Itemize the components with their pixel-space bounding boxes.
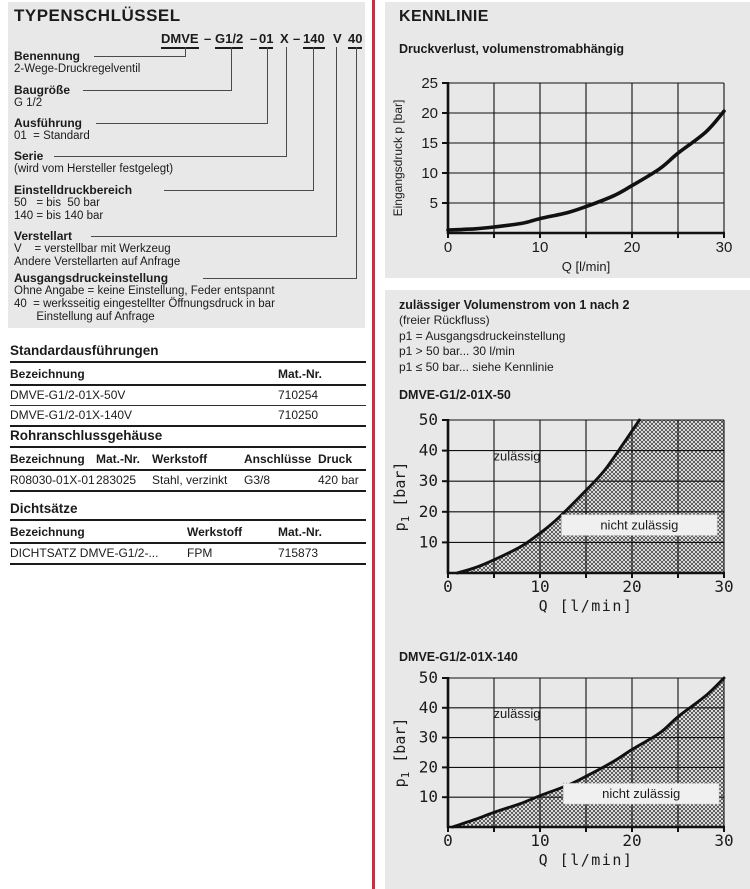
- table-header-cell: Anschlüsse: [244, 452, 312, 466]
- table-cell: DMVE-G1/2-01X-140V: [10, 408, 133, 422]
- table-cell: 710250: [278, 408, 319, 422]
- table-row: [10, 406, 366, 427]
- type-code-part: –: [293, 31, 301, 46]
- typen-entry: [14, 272, 359, 324]
- chart-region-label: zulässig: [493, 448, 541, 464]
- entry-label: Serie: [14, 149, 44, 163]
- table-header-cell: Mat.-Nr.: [96, 452, 141, 466]
- chart-region-label: nicht zulässig: [602, 786, 681, 802]
- svg-text:20: 20: [418, 757, 438, 777]
- notes-line: p1 > 50 bar... 30 l/min: [399, 344, 515, 358]
- table-header-row: [10, 450, 366, 471]
- table-cell: 715873: [278, 546, 319, 560]
- type-code-part: V: [333, 31, 342, 46]
- type-code-part: X: [280, 31, 289, 46]
- typen-entry: [14, 230, 359, 269]
- svg-text:5: 5: [429, 195, 438, 212]
- svg-text:20: 20: [623, 239, 641, 256]
- table-title: Rohranschlussgehäuse: [10, 428, 366, 448]
- chart-dmve-140-heading: DMVE-G1/2-01X-140: [399, 650, 518, 664]
- svg-text:10: 10: [530, 831, 550, 850]
- x-axis-label: Q [l/min]: [538, 851, 634, 869]
- table: [10, 428, 366, 492]
- table-header-cell: Mat.-Nr.: [278, 367, 323, 381]
- entry-line: 40 = werksseitig eingestellter Öffnungsdruck in bar: [14, 298, 275, 310]
- notes-line: p1 ≤ 50 bar... siehe Kennlinie: [399, 359, 554, 374]
- entry-line: 140 = bis 140 bar: [14, 210, 104, 222]
- table-cell: R08030-01X-01: [10, 473, 95, 487]
- entry-line: V = verstellbar mit Werkzeug: [14, 243, 171, 255]
- svg-text:30: 30: [715, 239, 733, 256]
- notes-line: (freier Rückfluss): [399, 313, 490, 327]
- svg-text:30: 30: [714, 577, 734, 596]
- svg-text:50: 50: [418, 668, 438, 687]
- svg-text:10: 10: [418, 532, 438, 552]
- svg-text:10: 10: [421, 165, 438, 182]
- entry-line: Andere Verstellarten auf Anfrage: [14, 256, 181, 268]
- x-axis-label: Q [l/min]: [561, 259, 611, 274]
- x-axis-label: Q [l/min]: [538, 597, 634, 615]
- svg-text:10: 10: [530, 577, 550, 596]
- entry-line: 2-Wege-Druckregelventil: [14, 63, 141, 75]
- typen-entry: [14, 50, 359, 76]
- table-cell: 710254: [278, 388, 319, 402]
- chart-dmve-50: [385, 405, 750, 627]
- svg-text:10: 10: [418, 787, 438, 807]
- table-cell: DMVE-G1/2-01X-50V: [10, 388, 126, 402]
- entry-line: G 1/2: [14, 97, 43, 109]
- type-code-part: 140: [303, 31, 325, 49]
- type-code-part: –: [250, 31, 258, 46]
- chart-region-label: zulässig: [493, 705, 541, 721]
- chart-region-label: nicht zulässig: [600, 517, 679, 533]
- type-code-part: 01: [259, 31, 273, 49]
- svg-text:0: 0: [443, 577, 453, 596]
- y-axis-label: $p_1$ [bar]: [391, 717, 412, 788]
- typen-entry: [14, 117, 359, 143]
- table-header-row: [10, 365, 366, 386]
- table-title: Standardausführungen: [10, 343, 366, 363]
- chart-druckverlust-subtitle: Druckverlust, volumenstromabhängig: [399, 42, 625, 56]
- entry-line: Einstellung auf Anfrage: [14, 311, 155, 323]
- table-cell: 283025: [96, 473, 137, 487]
- svg-text:0: 0: [443, 239, 453, 256]
- notes-heading: zulässiger Volumenstrom von 1 nach 2: [399, 298, 630, 312]
- svg-text:20: 20: [418, 501, 438, 521]
- svg-text:10: 10: [531, 239, 549, 256]
- notes-line: p1 = Ausgangsdruckeinstellung: [399, 328, 566, 343]
- type-code-part: 40: [348, 31, 362, 49]
- table-row: [10, 386, 366, 406]
- typenschluessel-title: TYPENSCHLÜSSEL: [14, 6, 181, 25]
- volumenstrom-notes: [399, 297, 729, 375]
- entry-label: Ausgangsdruckeinstellung: [14, 271, 169, 285]
- svg-text:0: 0: [443, 831, 453, 850]
- table-header-cell: Werkstoff: [187, 525, 243, 539]
- entry-line: (wird vom Hersteller festgelegt): [14, 163, 174, 175]
- table-cell: G3/8: [244, 473, 271, 487]
- table: [10, 501, 366, 565]
- entry-line: 01 = Standard: [14, 130, 90, 142]
- svg-text:40: 40: [418, 697, 438, 717]
- svg-text:30: 30: [714, 831, 734, 850]
- entry-label: Einstelldruckbereich: [14, 183, 133, 197]
- typen-entry: [14, 150, 359, 176]
- table-header-cell: Werkstoff: [152, 452, 208, 466]
- table-row: [10, 544, 366, 565]
- chart-dmve-50-heading: DMVE-G1/2-01X-50: [399, 388, 511, 402]
- table-header-cell: Bezeichnung: [10, 452, 85, 466]
- entry-label: Ausführung: [14, 116, 82, 130]
- table-cell: Stahl, verzinkt: [152, 473, 228, 487]
- type-code-part: G1/2: [215, 31, 243, 49]
- svg-text:50: 50: [418, 410, 438, 429]
- table-title: Dichtsätze: [10, 501, 366, 521]
- table-cell: DICHTSATZ DMVE-G1/2-...: [10, 546, 159, 560]
- type-code-part: –: [204, 31, 212, 46]
- kennlinie-title: KENNLINIE: [399, 8, 489, 25]
- svg-text:40: 40: [418, 440, 438, 460]
- svg-text:20: 20: [622, 831, 642, 850]
- entry-line: 50 = bis 50 bar: [14, 197, 100, 209]
- table-cell: FPM: [187, 546, 213, 560]
- table-header-cell: Druck: [318, 452, 353, 466]
- table: [10, 343, 366, 427]
- entry-label: Benennung: [14, 49, 80, 63]
- svg-text:20: 20: [622, 577, 642, 596]
- svg-text:25: 25: [421, 75, 438, 92]
- notes-lines: [399, 313, 729, 375]
- svg-text:20: 20: [421, 105, 438, 122]
- table-header-cell: Bezeichnung: [10, 525, 85, 539]
- red-divider-line: [372, 0, 375, 889]
- table-header-cell: Bezeichnung: [10, 367, 85, 381]
- table-cell: 420 bar: [318, 473, 359, 487]
- entry-label: Baugröße: [14, 83, 71, 97]
- chart-dmve-140: [385, 662, 750, 887]
- typen-entry: [14, 84, 359, 110]
- table-header-row: [10, 523, 366, 544]
- entry-line: Ohne Angabe = keine Einstellung, Feder entspannt: [14, 285, 275, 297]
- chart-druckverlust: [385, 62, 750, 278]
- entry-label: Verstellart: [14, 229, 73, 243]
- svg-text:30: 30: [418, 727, 438, 747]
- table-row: [10, 471, 366, 492]
- type-code-part: DMVE: [161, 31, 199, 49]
- svg-text:30: 30: [418, 471, 438, 491]
- svg-text:15: 15: [421, 135, 438, 152]
- table-header-cell: Mat.-Nr.: [278, 525, 323, 539]
- typen-entry: [14, 184, 359, 223]
- y-axis-label: $p_1$ [bar]: [391, 461, 412, 532]
- y-axis-label: Eingangsdruck p [bar]: [391, 99, 405, 217]
